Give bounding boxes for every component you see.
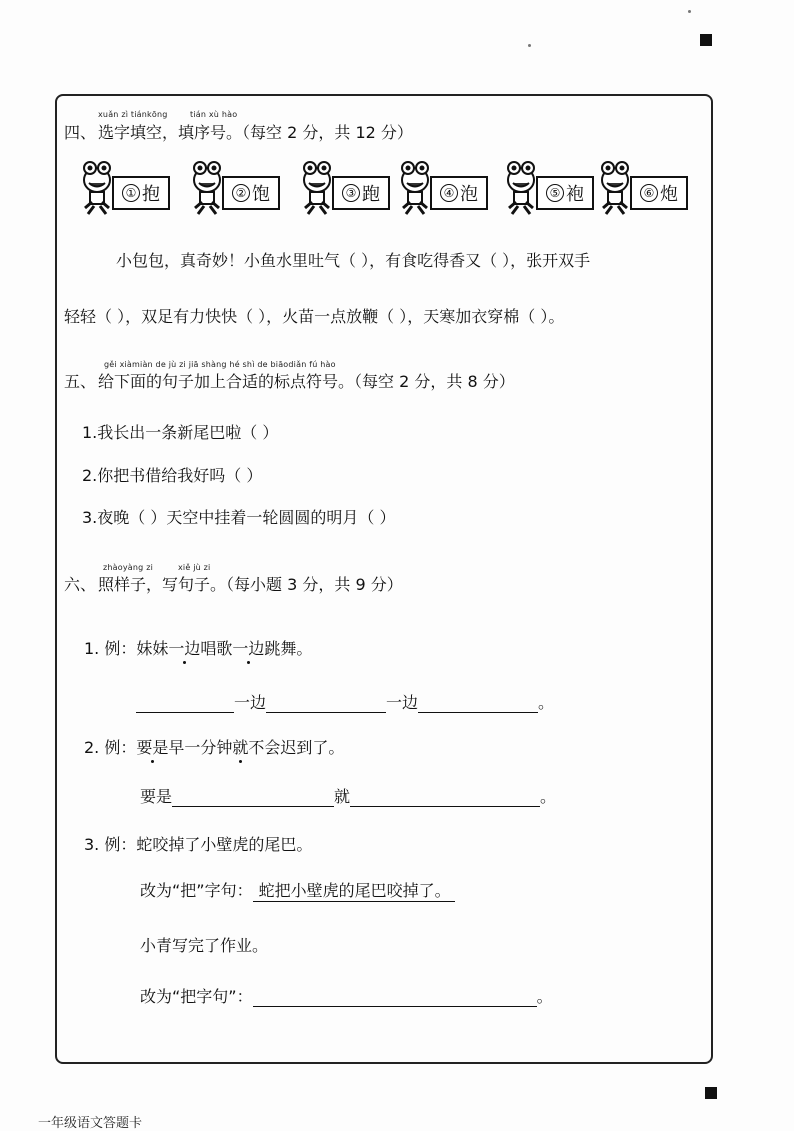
q1-answer-line <box>136 690 554 713</box>
choice-char: 袍 <box>566 184 584 205</box>
choice-number: ① <box>122 184 140 202</box>
footer-text: 一年级语文答题卡 <box>38 1116 143 1131</box>
q2-word: 就 <box>334 787 351 806</box>
q2-word: 要是 <box>140 787 173 806</box>
choice-char: 炮 <box>660 184 678 205</box>
section6-score: （每小题 3 分，共 9 分） <box>226 575 403 594</box>
q2-answer-line <box>140 784 556 807</box>
blank-field[interactable] <box>172 790 334 807</box>
blank-field[interactable] <box>266 696 386 713</box>
choice-char: 泡 <box>460 184 478 205</box>
q1-word: 一边 <box>234 693 267 712</box>
frog-icon <box>398 158 432 216</box>
choice-number: ⑥ <box>640 184 658 202</box>
section5-score: （每空 2 分，共 8 分） <box>354 372 515 391</box>
choice-char: 跑 <box>362 184 380 205</box>
q3-end: 。 <box>536 987 553 1006</box>
section5-number: 五、 <box>64 372 97 391</box>
character-choices <box>80 158 700 218</box>
choice-box <box>332 176 390 210</box>
q3-change-label: 改为“把”字句： <box>140 881 253 900</box>
choice-box <box>112 176 170 210</box>
section4-number: 四、 <box>64 123 97 142</box>
blank-field[interactable] <box>418 696 538 713</box>
frog-icon <box>504 158 538 216</box>
q2-emphasis: 就 <box>232 738 249 757</box>
frog-icon <box>300 158 334 216</box>
q1-text: 跳舞。 <box>264 639 313 658</box>
q3-change-line <box>140 878 455 901</box>
q2-label: 2. 例： <box>84 738 137 757</box>
section6-number: 六、 <box>64 575 97 594</box>
choice-number: ② <box>232 184 250 202</box>
section4-pinyin-a: xuǎn zì tiánkōng <box>98 110 168 119</box>
section5-heading <box>64 369 515 392</box>
section4-line1: 小包包，真奇妙！小鱼水里吐气（ ），有食吃得香又（ ），张开双手 <box>116 251 591 270</box>
q1-end: 。 <box>538 693 555 712</box>
q3-label: 3. 例： <box>84 835 137 854</box>
q1-text: 唱歌 <box>200 639 233 658</box>
q1-text: 妹妹 <box>136 639 169 658</box>
choice-char: 饱 <box>252 184 270 205</box>
section5-item-2: 2.你把书借给我好吗（ ） <box>82 466 263 485</box>
section5-title: 给下面的句子加上合适的标点符号。 <box>98 372 355 391</box>
section5-item-3: 3.夜晚（ ）天空中挂着一轮圆圆的明月（ ） <box>82 508 396 527</box>
choice-box <box>630 176 688 210</box>
frog-icon <box>598 158 632 216</box>
section4-score: （每空 2 分，共 12 分） <box>242 123 413 142</box>
section5-pinyin: gěi xiàmiàn de jù zi jiā shàng hé shì de biāodiǎn fú hào <box>104 360 336 369</box>
registration-mark-top <box>700 34 712 46</box>
blank-field[interactable] <box>350 790 540 807</box>
section6-pinyin-a: zhàoyàng zi <box>103 563 154 572</box>
q3-example <box>84 832 312 855</box>
choice-char: 抱 <box>142 184 160 205</box>
choice-number: ③ <box>342 184 360 202</box>
q1-word: 一边 <box>386 693 419 712</box>
q2-text: 早一分钟 <box>168 738 233 757</box>
q2-end: 。 <box>540 787 557 806</box>
q3-task-label: 改为“把字句”： <box>140 987 253 1006</box>
q3-task-line <box>140 984 553 1007</box>
choice-box <box>222 176 280 210</box>
frog-icon <box>190 158 224 216</box>
section6-heading <box>64 572 403 595</box>
choice-box <box>536 176 594 210</box>
section6-pinyin-b: xiě jù zi <box>178 563 211 572</box>
q1-label: 1. 例： <box>84 639 137 658</box>
q3-sentence: 小青写完了作业。 <box>140 936 269 955</box>
q3-change-answer: 蛇把小壁虎的尾巴咬掉了。 <box>253 881 455 902</box>
q2-emphasis: 要是 <box>136 738 169 757</box>
q2-text: 不会迟到了。 <box>248 738 345 757</box>
choice-number: ④ <box>440 184 458 202</box>
choice-number: ⑤ <box>546 184 564 202</box>
registration-mark-bottom <box>705 1087 717 1099</box>
scan-speck <box>688 10 691 13</box>
q3-example-text: 蛇咬掉了小壁虎的尾巴。 <box>136 835 313 854</box>
section4-title: 选字填空，填序号。 <box>98 123 243 142</box>
section4-pinyin-b: tián xù hào <box>190 110 238 119</box>
section4-line2: 轻轻（ ），双足有力快快（ ），火苗一点放鞭（ ），天寒加衣穿棉（ ）。 <box>64 307 565 326</box>
frog-icon <box>80 158 114 216</box>
section5-item-1: 1.我长出一条新尾巴啦（ ） <box>82 423 279 442</box>
q2-example <box>84 735 344 758</box>
q1-emphasis: 一边 <box>232 639 265 658</box>
blank-field[interactable] <box>253 990 537 1007</box>
q1-emphasis: 一边 <box>168 639 201 658</box>
choice-box <box>430 176 488 210</box>
section6-title: 照样子，写句子。 <box>98 575 227 594</box>
q1-example <box>84 636 312 659</box>
blank-field[interactable] <box>136 696 234 713</box>
section4-heading <box>64 120 413 143</box>
scan-speck <box>528 44 531 47</box>
